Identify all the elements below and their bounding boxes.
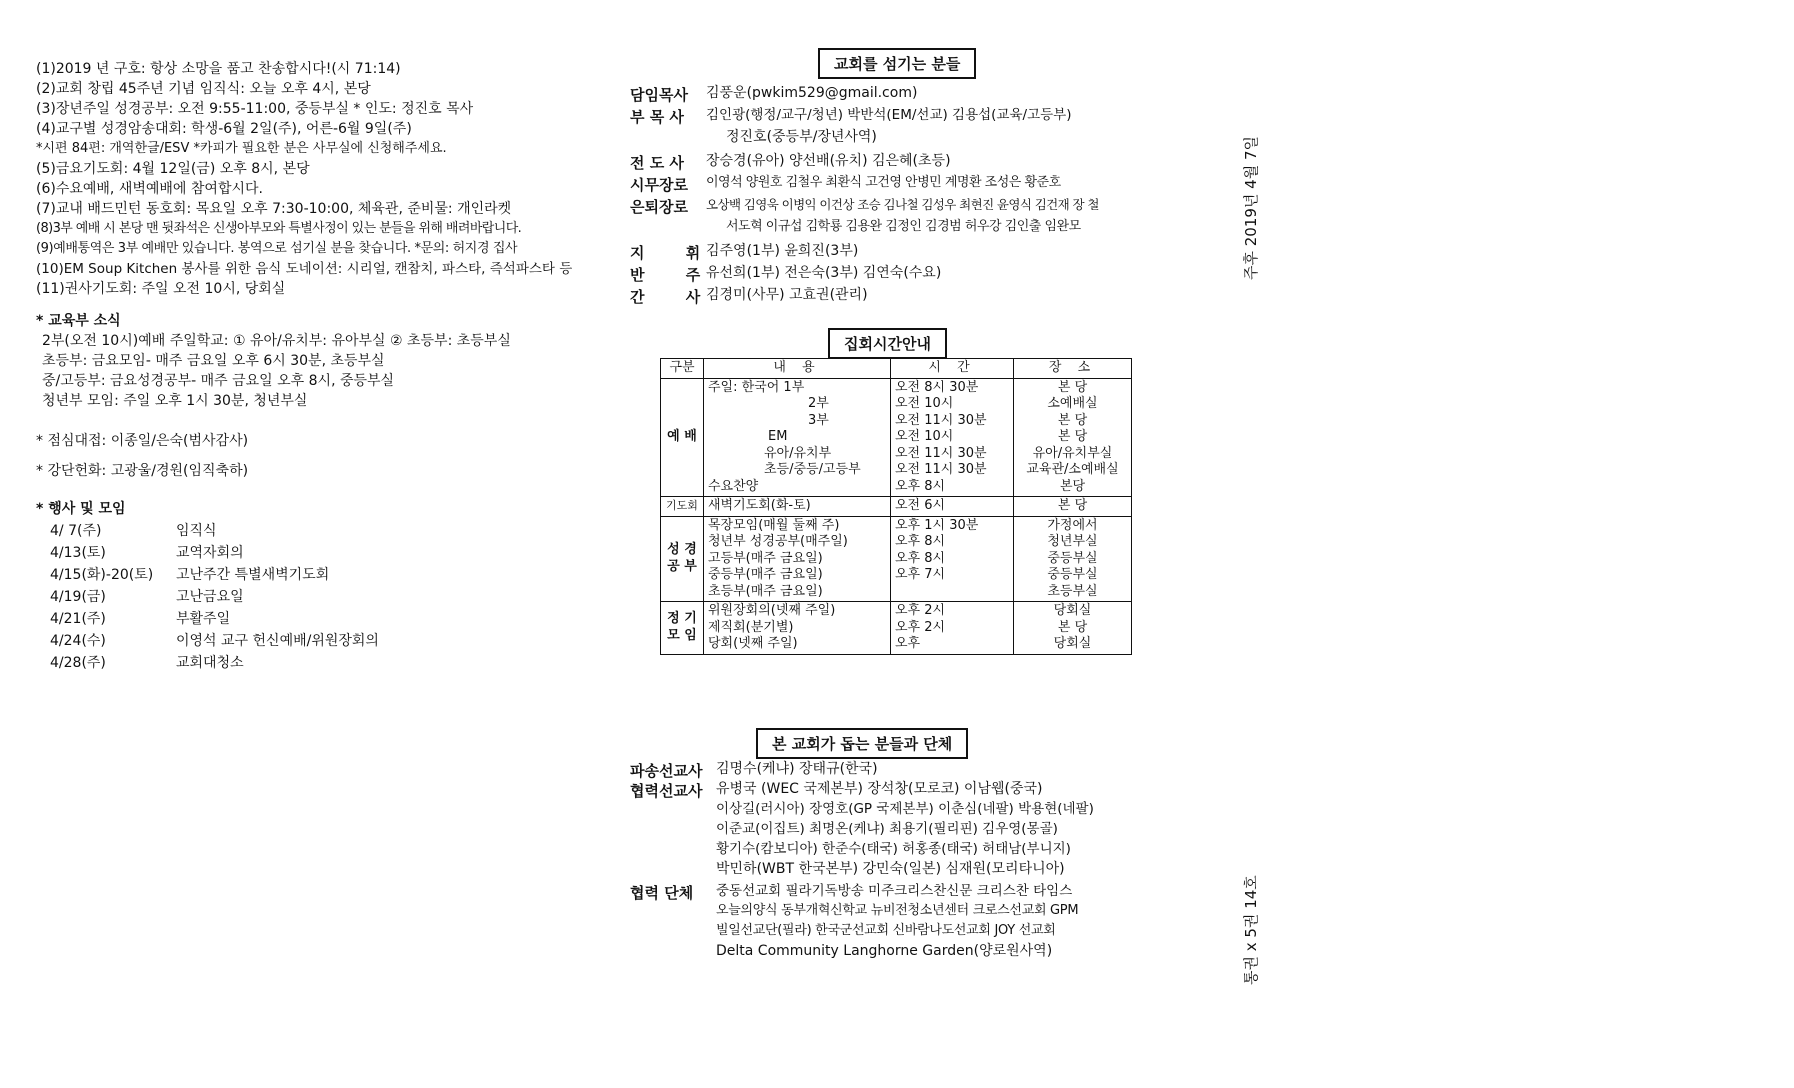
event-name: 고난주간 특별새벽기도회 [176, 567, 330, 583]
list-item: 오후 2시 [895, 603, 946, 618]
category-cell: 정 기 모 임 [661, 602, 704, 655]
category-cell: 성 경 공 부 [661, 516, 704, 602]
event-name: 교회대청소 [176, 655, 244, 671]
place-cell [1014, 516, 1132, 602]
middle-column [630, 48, 1190, 1008]
events-heading: * 행사 및 모임 [36, 501, 126, 517]
list-item: 오전 10시 [895, 429, 954, 444]
left-column [36, 60, 616, 720]
staff-names: 정진호(중등부/장년사역) [726, 129, 877, 145]
announcement-item: (1)2019 년 구호: 항상 소망을 품고 찬송합시다!(시 71:14) [36, 61, 401, 77]
list-item: 중등부실 [1047, 567, 1098, 582]
schedule-header-row [661, 359, 1132, 379]
list-item: 오전 11시 30분 [895, 445, 987, 461]
list-item: 오전 8시 30분 [895, 379, 979, 395]
missions-role: 협력 단체 [630, 884, 694, 902]
event-date: 4/21(주) [50, 611, 106, 627]
list-item: 중등부(매주 금요일) [708, 567, 823, 582]
list-item: 오후 [895, 636, 921, 651]
schedule-row-prayer [661, 497, 1132, 517]
list-item: 오후 8시 [895, 534, 946, 549]
place-cell [1014, 378, 1132, 497]
category-cell: 예 배 [661, 378, 704, 497]
staff-names: 김풍운(pwkim529@gmail.com) [706, 85, 918, 101]
list-item: 당회(넷째 주일) [708, 636, 798, 651]
event-date: 4/15(화)-20(토) [50, 567, 154, 583]
list-item: 고등부(매주 금요일) [708, 550, 823, 566]
col-header: 장 소 [1014, 359, 1132, 379]
education-line: 청년부 모임: 주일 오후 1시 30분, 청년부실 [42, 393, 308, 409]
category-cell: 기도회 [661, 497, 704, 517]
staff-names: 이영석 양원호 김철우 최환식 고건영 안병민 계명환 조성은 황준호 [706, 175, 1061, 190]
altar-flowers: * 강단헌화: 고광울/경원(임직축하) [36, 463, 249, 479]
staff-role: 담임목사 [630, 86, 688, 104]
staff-names: 김주영(1부) 윤희진(3부) [706, 243, 859, 259]
missions-names: 오늘의양식 동부개혁신학교 뉴비전청소년센터 크로스선교회 GPM [716, 903, 1079, 918]
event-name: 부활주일 [176, 611, 231, 627]
content-cell [704, 516, 891, 602]
announcement-item: (7)교내 배드민턴 동호회: 목요일 오후 7:30-10:00, 체육관, 준비물: 개인라켓 [36, 201, 512, 217]
staff-names: 유선희(1부) 전은숙(3부) 김연숙(수요) [706, 265, 942, 281]
list-item: 초등부(매주 금요일) [708, 583, 823, 599]
place-cell [1014, 602, 1132, 655]
time-cell [891, 378, 1014, 497]
education-heading: * 교육부 소식 [36, 313, 121, 329]
place-cell: 본 당 [1014, 497, 1132, 517]
col-header: 구분 [661, 359, 704, 379]
missions-names: 중동선교회 필라기독방송 미주크리스찬신문 크리스찬 타임스 [716, 883, 1073, 899]
announcement-item: *시편 84편: 개역한글/ESV *카피가 필요한 분은 사무실에 신청해주세요. [36, 141, 447, 156]
list-item: 당회실 [1053, 636, 1092, 651]
schedule-title: 집회시간안내 [828, 328, 947, 359]
list-item: 오전 11시 30분 [895, 412, 987, 428]
list-item: 오후 7시 [895, 567, 946, 582]
missions-role: 파송선교사 [630, 762, 703, 780]
list-item: 주일: 한국어 1부 [708, 379, 805, 395]
announcement-item: (5)금요기도회: 4월 12일(금) 오후 8시, 본당 [36, 161, 310, 177]
announcement-item: (9)예배통역은 3부 예배만 있습니다. 봉역으로 섬기실 분을 찾습니다. *문의: 허지경 집사 [36, 241, 518, 256]
list-item: 중등부실 [1047, 550, 1098, 566]
event-name: 임직식 [176, 523, 217, 539]
announcement-item: (4)교구별 성경암송대회: 학생-6월 2일(주), 어른-6월 9일(주) [36, 121, 412, 137]
announcement-item: (2)교회 창립 45주년 기념 임직식: 오늘 오후 4시, 본당 [36, 81, 371, 97]
list-item: 목장모임(매월 둘째 주) [708, 517, 840, 533]
staff-role: 시무장로 [630, 176, 688, 194]
list-item: 가정에서 [1047, 517, 1098, 533]
list-item: 수요찬양 [708, 478, 759, 494]
announcement-item: (6)수요예배, 새벽예배에 참여합시다. [36, 181, 263, 197]
staff-title: 교회를 섬기는 분들 [818, 48, 976, 79]
missions-names: 이준교(이집트) 최명온(케냐) 최용기(필리핀) 김우영(몽골) [716, 821, 1058, 837]
education-line: 중/고등부: 금요성경공부- 매주 금요일 오후 8시, 중등부실 [42, 373, 395, 389]
staff-names: 김경미(사무) 고효권(관리) [706, 287, 868, 303]
staff-role: 반 주 [630, 266, 719, 284]
staff-names: 서도혁 이규섭 김학룡 김용완 김정인 김경범 허우강 김인출 임완모 [726, 219, 1081, 234]
list-item: 본 당 [1057, 379, 1088, 395]
content-cell [704, 378, 891, 497]
list-item: 초등/중등/고등부 [764, 462, 861, 477]
event-date: 4/ 7(주) [50, 523, 102, 539]
announcement-item: (8)3부 예배 시 본당 맨 뒷좌석은 신생아부모와 특별사정이 있는 분들을 위해 배려바랍니다. [36, 221, 522, 236]
col-header: 내 용 [704, 359, 891, 379]
missions-names: 빌일선교단(필라) 한국군선교회 신바람나도선교회 JOY 선교회 [716, 923, 1056, 938]
list-item: 청년부 성경공부(매주일) [708, 534, 848, 549]
list-item: 오후 1시 30분 [895, 517, 979, 533]
staff-role: 전 도 사 [630, 154, 684, 172]
staff-role: 간 사 [630, 288, 719, 306]
list-item: 교육관/소예배실 [1026, 462, 1119, 477]
list-item: 당회실 [1053, 603, 1092, 618]
list-item: 유아/유치부실 [1032, 445, 1113, 461]
list-item: 오후 2시 [895, 619, 946, 635]
event-date: 4/28(주) [50, 655, 106, 671]
missions-title: 본 교회가 돕는 분들과 단체 [756, 728, 968, 759]
list-item: 위원장회의(넷째 주일) [708, 603, 836, 618]
event-name: 이영석 교구 헌신예배/위원장회의 [176, 633, 379, 649]
list-item: 2부 [808, 396, 829, 411]
time-cell: 오전 6시 [891, 497, 1014, 517]
list-item: 본 당 [1057, 619, 1088, 635]
list-item: 제직회(분기별) [708, 619, 794, 635]
list-item: 초등부실 [1047, 583, 1098, 599]
event-name: 고난금요일 [176, 589, 244, 605]
staff-names: 오상백 김영욱 이병익 이건상 조승 김나철 김성우 최현진 윤영식 김건재 장 철 [706, 197, 1099, 212]
missions-names: Delta Community Langhorne Garden(양로원사역) [716, 943, 1053, 959]
list-item: 본 당 [1057, 429, 1088, 444]
missions-names: 이상길(러시아) 장영호(GP 국제본부) 이춘심(네팔) 박용현(네팔) [716, 801, 1094, 817]
staff-role: 지 휘 [630, 244, 719, 262]
staff-names: 장승경(유아) 양선배(유치) 김은혜(초등) [706, 153, 951, 169]
announcement-item: (3)장년주일 성경공부: 오전 9:55-11:00, 중등부실 * 인도: 정진호 목사 [36, 101, 474, 117]
event-date: 4/19(금) [50, 589, 106, 605]
missions-names: 황기수(캄보디아) 한준수(태국) 허홍종(태국) 허태남(부니지) [716, 841, 1071, 857]
missions-names: 유병국 (WEC 국제본부) 장석창(모로코) 이남웹(중국) [716, 781, 1043, 797]
list-item: 3부 [808, 412, 829, 428]
staff-role: 부 목 사 [630, 108, 684, 126]
staff-role: 은퇴장로 [630, 198, 688, 216]
lunch-host: * 점심대접: 이종일/은숙(범사감사) [36, 433, 249, 449]
time-cell [891, 516, 1014, 602]
announcement-item: (11)권사기도회: 주일 오전 10시, 당회실 [36, 281, 286, 297]
side-volume: 통권 x 5권 14호 [1242, 875, 1260, 985]
schedule-table [660, 358, 1132, 655]
schedule-row-meetings [661, 602, 1132, 655]
list-item: 유아/유치부 [764, 445, 832, 461]
list-item: 소예배실 [1047, 396, 1098, 411]
list-item: 오전 10시 [895, 396, 954, 411]
missions-names: 박민하(WBT 한국본부) 강민숙(일본) 심재원(모리타니아) [716, 861, 1065, 877]
announcement-item: (10)EM Soup Kitchen 봉사를 위한 음식 도네이션: 시리얼, 캔참치, 파스타, 즉석파스타 등 [36, 261, 573, 277]
list-item: 오후 8시 [895, 550, 946, 566]
time-cell [891, 602, 1014, 655]
list-item: EM [768, 429, 788, 444]
staff-names: 김인광(행정/교구/청년) 박반석(EM/선교) 김용섭(교육/고등부) [706, 107, 1072, 123]
schedule-row-worship [661, 378, 1132, 497]
education-line: 초등부: 금요모임- 매주 금요일 오후 6시 30분, 초등부실 [42, 353, 385, 369]
event-date: 4/13(토) [50, 545, 106, 561]
list-item: 오후 8시 [895, 478, 946, 494]
list-item: 본당 [1059, 478, 1086, 494]
list-item: 오전 11시 30분 [895, 462, 987, 477]
event-date: 4/24(수) [50, 633, 106, 649]
list-item: 본 당 [1057, 412, 1088, 428]
missions-role: 협력선교사 [630, 782, 703, 800]
missions-names: 김명수(케냐) 장태규(한국) [716, 761, 878, 777]
schedule-row-bible-study [661, 516, 1132, 602]
event-name: 교역자회의 [176, 545, 244, 561]
content-cell [704, 602, 891, 655]
col-header: 시 간 [891, 359, 1014, 379]
education-line: 2부(오전 10시)예배 주일학교: ① 유아/유치부: 유아부실 ② 초등부: 초등부실 [42, 333, 511, 349]
side-date: 주후 2019년 4월 7일 [1242, 135, 1260, 280]
list-item: 청년부실 [1047, 534, 1098, 549]
content-cell: 새벽기도회(화-토) [704, 497, 891, 517]
